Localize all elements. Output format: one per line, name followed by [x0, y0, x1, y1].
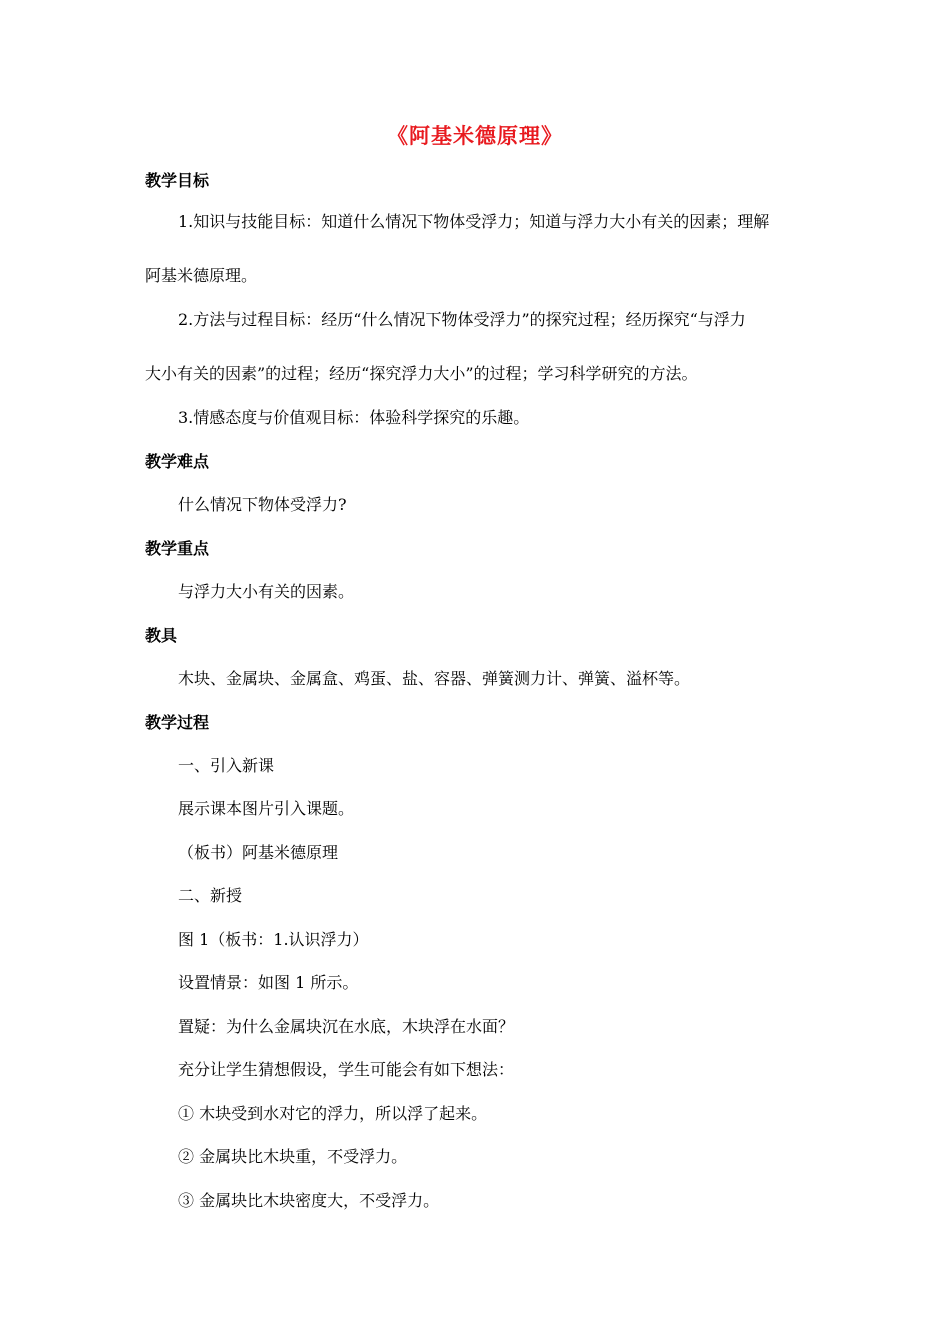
difficulty-heading: 教学难点	[145, 452, 210, 471]
process-line: （板书）阿基米德原理	[178, 843, 339, 862]
process-line: ② 金属块比木块重，不受浮力。	[178, 1147, 408, 1166]
objectives-heading: 教学目标	[145, 171, 210, 190]
process-line: 充分让学生猜想假设，学生可能会有如下想法：	[178, 1060, 515, 1079]
process-line: ③ 金属块比木块密度大，不受浮力。	[178, 1191, 440, 1210]
objective-2-line-1: 2.方法与过程目标：经历“什么情况下物体受浮力”的探究过程；经历探究“与浮力	[178, 310, 746, 329]
objective-3: 3.情感态度与价值观目标：体验科学探究的乐趣。	[178, 408, 530, 427]
process-line: 置疑：为什么金属块沉在水底，木块浮在水面？	[178, 1017, 515, 1036]
process-line: ① 木块受到水对它的浮力，所以浮了起来。	[178, 1104, 488, 1123]
process-line: 图 1（板书：1.认识浮力）	[178, 930, 369, 949]
objective-2-line-2: 大小有关的因素”的过程；经历“探究浮力大小”的过程；学习科学研究的方法。	[145, 364, 698, 383]
process-line: 展示课本图片引入课题。	[178, 799, 355, 818]
difficulty-text: 什么情况下物体受浮力?	[178, 495, 347, 514]
tools-heading: 教具	[145, 626, 178, 645]
tools-text: 木块、金属块、金属盒、鸡蛋、盐、容器、弹簧测力计、弹簧、溢杯等。	[178, 669, 691, 688]
key-text: 与浮力大小有关的因素。	[178, 582, 355, 601]
process-line: 设置情景：如图 1 所示。	[178, 973, 359, 992]
process-heading: 教学过程	[145, 713, 210, 732]
objective-1-line-1: 1.知识与技能目标：知道什么情况下物体受浮力；知道与浮力大小有关的因素；理解	[178, 212, 770, 231]
key-heading: 教学重点	[145, 539, 210, 558]
process-line: 一、引入新课	[178, 756, 275, 775]
objective-1-line-2: 阿基米德原理。	[145, 266, 258, 285]
process-line: 二、新授	[178, 886, 243, 905]
document-title: 《阿基米德原理》	[387, 123, 563, 148]
